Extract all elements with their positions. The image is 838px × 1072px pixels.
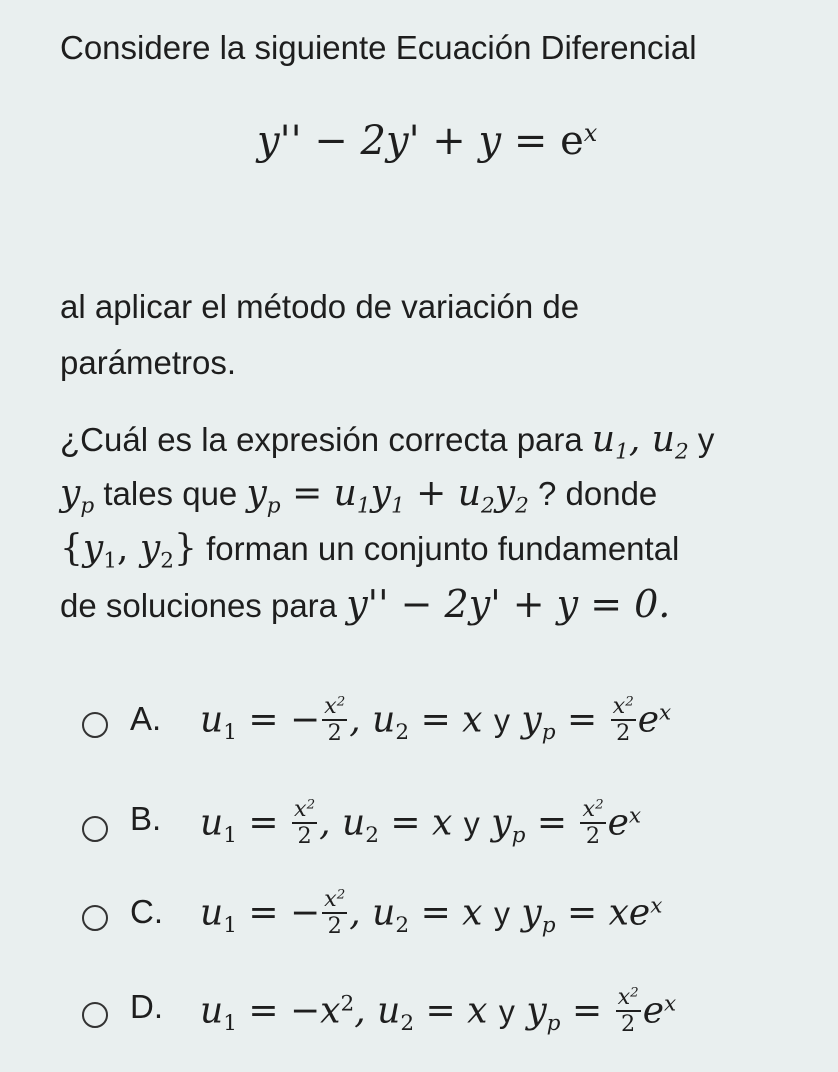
radio-option-d[interactable] xyxy=(82,1002,108,1028)
method-text-line1: al aplicar el método de variación de xyxy=(60,288,580,325)
yp-definition: $y_p = u_1y_1 + u_2y_2$ xyxy=(246,473,529,519)
question-line1-text: ¿Cuál es la expresión correcta para xyxy=(60,421,583,458)
radio-option-b[interactable] xyxy=(82,816,108,842)
question-line2-tales: tales que xyxy=(103,475,238,512)
question-line4 xyxy=(60,582,670,628)
fundamental-set: {$y_1$, $y_2$} xyxy=(60,528,197,574)
intro-text: Considere la siguiente Ecuación Diferencial xyxy=(60,29,697,66)
option-c-letter: C. xyxy=(130,893,163,930)
option-b-letter: B. xyxy=(130,800,162,837)
yp-symbol: $y_p$ xyxy=(60,473,95,519)
equation-rhs-exponent: x xyxy=(583,118,598,147)
question-line1 xyxy=(60,418,714,465)
question-line1-conj: y xyxy=(697,421,715,458)
equation-rhs-base: e xyxy=(560,118,584,164)
question-line3 xyxy=(60,527,679,574)
question-line3-text: forman un conjunto fundamental xyxy=(206,530,680,567)
option-a-expression: $u_1$ = − $\frac{x^2}{2}$ , $u_2 = x$ y $y_p$ = $\frac{x^2}{2}$ $e^x$ xyxy=(200,693,672,747)
radio-option-c[interactable] xyxy=(82,905,108,931)
option-d-letter: D. xyxy=(130,988,163,1025)
option-b-expression: $u_1$ = $\frac{x^2}{2}$ , $u_2 = x$ y $y_p$ = $\frac{x^2}{2}$ $e^x$ xyxy=(200,796,642,850)
radio-option-a[interactable] xyxy=(82,712,108,738)
equation-lhs: y'' − 2y' + y = xyxy=(257,118,548,164)
option-a-letter: A. xyxy=(130,700,162,737)
u1-u2-symbols: $u_1$, $u_2$ xyxy=(591,419,689,465)
method-text-line2: parámetros. xyxy=(60,344,237,381)
question-line4-text: de soluciones para xyxy=(60,587,338,624)
differential-equation xyxy=(257,118,597,164)
question-line2 xyxy=(60,472,657,519)
question-line2-donde: ? donde xyxy=(537,475,658,512)
option-c-expression: $u_1$ = − $\frac{x^2}{2}$ , $u_2 = x$ y $y_p = xe^x$ xyxy=(200,886,663,940)
option-d-expression: $u_1 = -x^2$, $u_2 = x$ y $y_p$ = $\frac{x^2}{2}$ $e^x$ xyxy=(200,984,677,1038)
homogeneous-equation: y'' − 2y' + y = 0. xyxy=(346,582,671,626)
